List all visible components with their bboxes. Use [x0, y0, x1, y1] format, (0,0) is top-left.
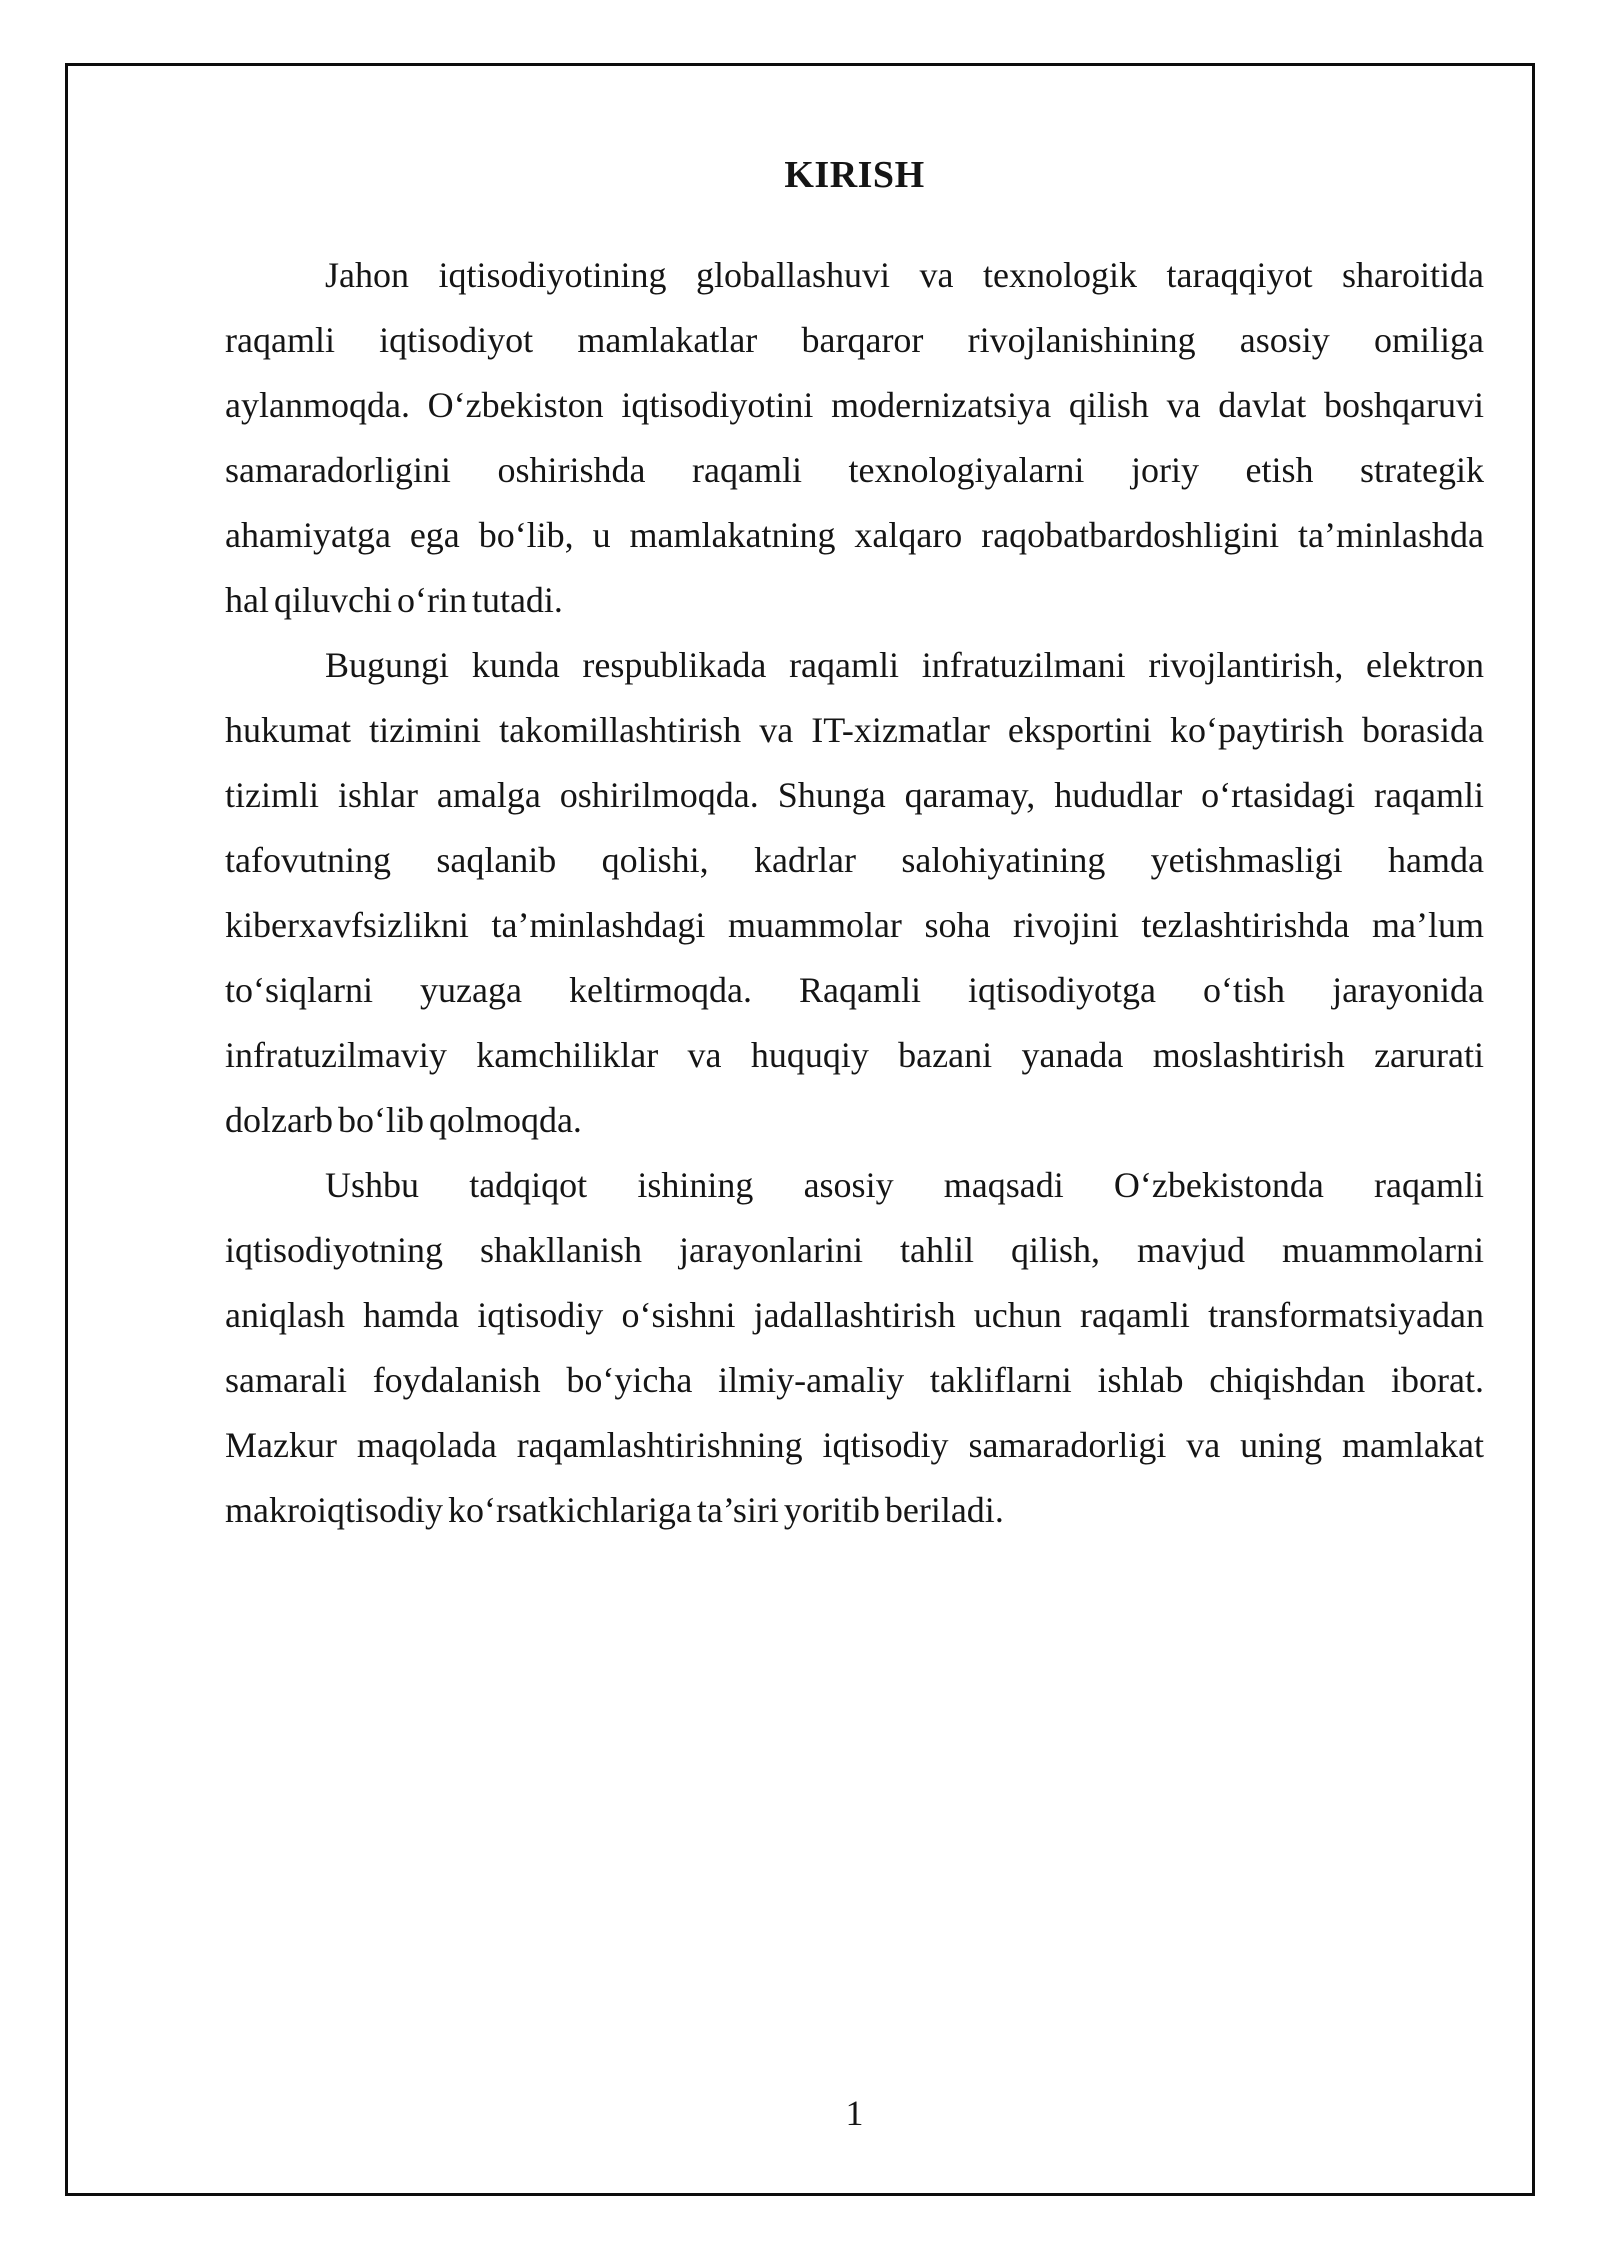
- paragraph: [225, 633, 1484, 1153]
- text-line: hukumat tizimini takomillashtirish va IT-xizmatlar eksportini ko‘paytirish borasida: [225, 710, 1484, 750]
- text-line: infratuzilmaviy kamchiliklar va huquqiy bazani yanada moslashtirish zarurati: [225, 1035, 1484, 1075]
- text-line: samarali foydalanish bo‘yicha ilmiy-amaliy takliflarni ishlab chiqishdan iborat.: [225, 1360, 1484, 1400]
- text-line: aniqlash hamda iqtisodiy o‘sishni jadallashtirish uchun raqamli transformatsiyadan: [225, 1295, 1484, 1335]
- text-line: ahamiyatga ega bo‘lib, u mamlakatning xalqaro raqobatbardoshligini ta’minlashda: [225, 515, 1484, 555]
- text-line: kiberxavfsizlikni ta’minlashdagi muammolar soha rivojini tezlashtirishda ma’lum: [225, 905, 1484, 945]
- text-line: iqtisodiyotning shakllanish jarayonlarini tahlil qilish, mavjud muammolarni: [225, 1230, 1484, 1270]
- document-body: [225, 243, 1484, 1543]
- text-line: Mazkur maqolada raqamlashtirishning iqtisodiy samaradorligi va uning mamlakat: [225, 1425, 1484, 1465]
- text-line: dolzarb bo‘lib qolmoqda.: [225, 1100, 582, 1140]
- text-line: raqamli iqtisodiyot mamlakatlar barqaror rivojlanishining asosiy omiliga: [225, 320, 1484, 360]
- text-line: tafovutning saqlanib qolishi, kadrlar salohiyatining yetishmasligi hamda: [225, 840, 1484, 880]
- text-line: Bugungi kunda respublikada raqamli infratuzilmani rivojlantirish, elektron: [325, 645, 1484, 685]
- section-title: KIRISH: [784, 154, 925, 196]
- text-line: to‘siqlarni yuzaga keltirmoqda. Raqamli iqtisodiyotga o‘tish jarayonida: [225, 970, 1484, 1010]
- text-line: Ushbu tadqiqot ishining asosiy maqsadi O‘zbekistonda raqamli: [325, 1165, 1484, 1205]
- paragraph: [225, 243, 1484, 633]
- text-line: aylanmoqda. O‘zbekiston iqtisodiyotini modernizatsiya qilish va davlat boshqaruvi: [225, 385, 1484, 425]
- text-line: samaradorligini oshirishda raqamli texnologiyalarni joriy etish strategik: [225, 450, 1484, 490]
- paragraph: [225, 1153, 1484, 1543]
- text-line: hal qiluvchi o‘rin tutadi.: [225, 580, 563, 620]
- text-line: tizimli ishlar amalga oshirilmoqda. Shunga qaramay, hududlar o‘rtasidagi raqamli: [225, 775, 1484, 815]
- page-number: 1: [845, 2093, 864, 2133]
- text-line: makroiqtisodiy ko‘rsatkichlariga ta’siri yoritib beriladi.: [225, 1490, 1004, 1530]
- text-line: Jahon iqtisodiyotining globallashuvi va texnologik taraqqiyot sharoitida: [325, 255, 1484, 295]
